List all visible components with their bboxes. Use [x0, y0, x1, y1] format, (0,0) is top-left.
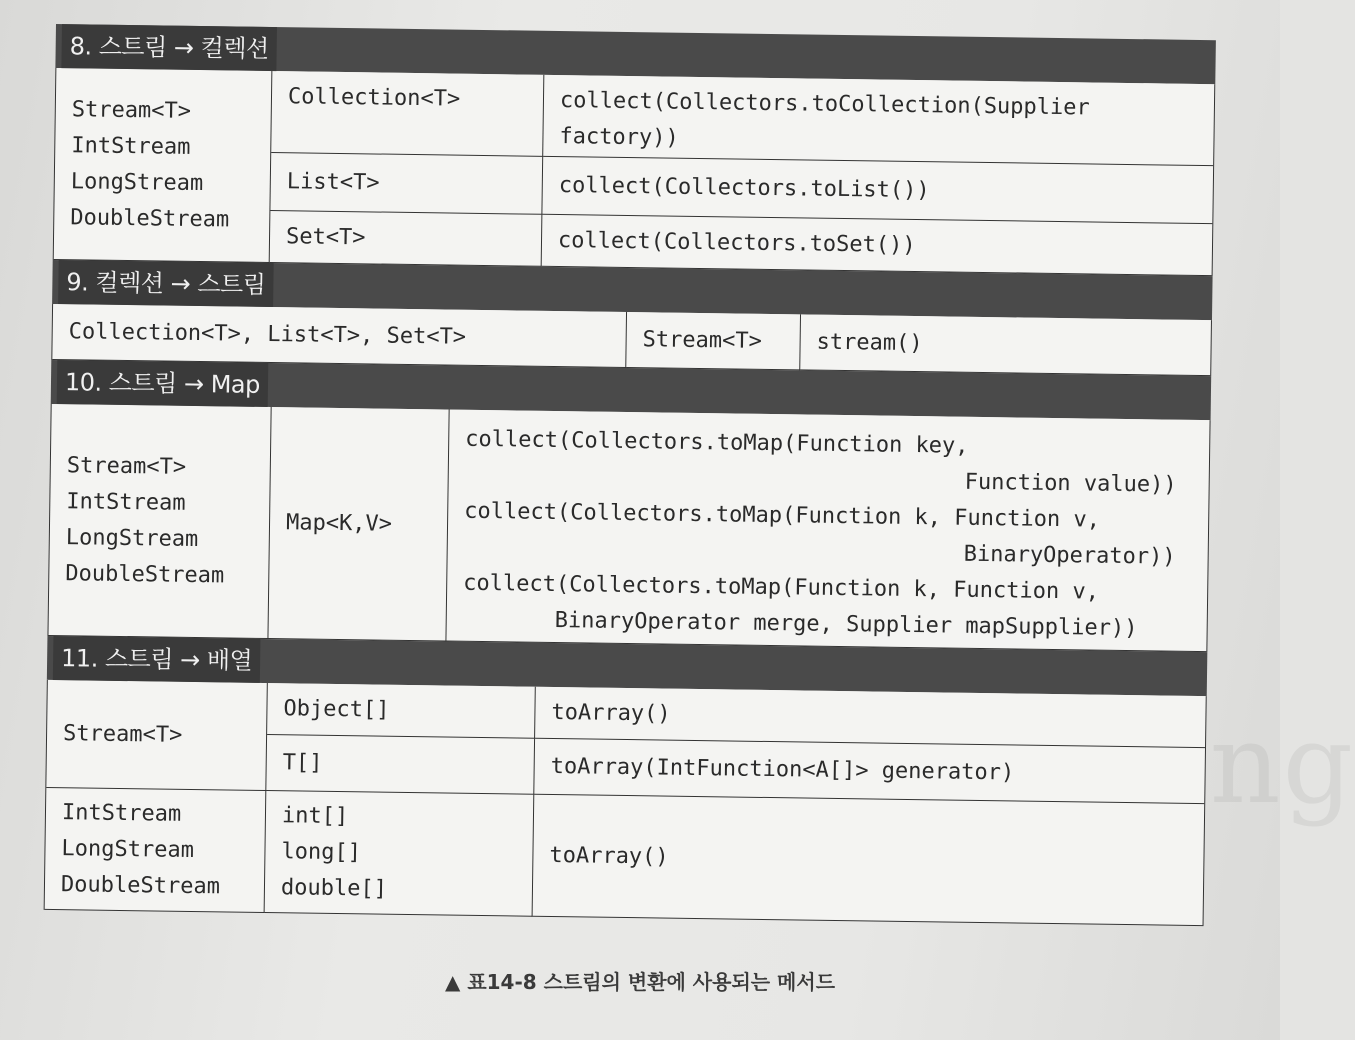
stream-type: LongStream: [65, 524, 199, 552]
section-8-title: 8. 스트림 → 컬렉션: [61, 24, 277, 71]
result-type-cell: List<T>: [270, 153, 543, 215]
method-line: factory)): [559, 124, 679, 151]
result-type-cell: Collection<T>: [271, 71, 544, 157]
table-caption: ▲ 표14-8 스트림의 변환에 사용되는 메서드: [444, 970, 836, 994]
method-cell: [543, 75, 1214, 166]
primitive-array-types: [265, 791, 535, 917]
method-line: collect(Collectors.toMap(Function k, Function v,: [463, 570, 1100, 605]
method-cell: toArray(IntFunction<A[]> generator): [534, 739, 1205, 804]
section-10-stream-types: [48, 404, 271, 639]
result-type-cell: Set<T>: [270, 211, 543, 267]
method-line: collect(Collectors.toMap(Function k, Function v,: [464, 498, 1101, 533]
source-type-cell: Collection<T>, List<T>, Set<T>: [52, 304, 627, 368]
result-type-cell: T[]: [266, 735, 535, 795]
section-11-grid: [44, 680, 1207, 926]
conversion-table: [44, 24, 1216, 926]
stream-type: IntStream: [66, 488, 186, 516]
method-line: Function value)): [964, 469, 1177, 498]
result-type-cell: Map<K,V>: [268, 407, 449, 641]
stream-type: DoubleStream: [60, 871, 221, 899]
section-11-title: 11. 스트림 → 배열: [53, 636, 261, 683]
stream-type: LongStream: [61, 835, 195, 863]
method-cell: [446, 410, 1209, 653]
array-type: double[]: [280, 874, 388, 902]
method-cell: toArray(): [535, 687, 1206, 748]
method-line: collect(Collectors.toCollection(Supplier: [559, 88, 1090, 121]
stream-type: LongStream: [70, 168, 204, 196]
stream-type: Stream<T>: [71, 96, 192, 124]
method-cell: collect(Collectors.toList()): [542, 157, 1213, 224]
section-10-grid: [47, 404, 1210, 652]
stream-type-cell: Stream<T>: [46, 680, 267, 791]
method-cell: collect(Collectors.toSet()): [542, 215, 1213, 276]
stream-type: DoubleStream: [70, 204, 230, 232]
section-8-grid: [53, 68, 1216, 276]
method-cell: stream(): [800, 314, 1211, 376]
section-10-title: 10. 스트림 → Map: [57, 360, 268, 407]
result-type-cell: Stream<T>: [626, 312, 801, 370]
primitive-stream-types: [45, 788, 267, 913]
section-9-title: 9. 컬렉션 → 스트림: [58, 260, 274, 307]
stream-type: IntStream: [71, 132, 191, 160]
stream-type: DoubleStream: [65, 560, 225, 588]
array-type: int[]: [281, 802, 349, 829]
method-line: collect(Collectors.toMap(Function key,: [465, 426, 969, 459]
method-line: BinaryOperator merge, Supplier mapSupplier)): [554, 608, 1138, 642]
method-cell: toArray(): [533, 795, 1205, 926]
stream-type: Stream<T>: [66, 452, 187, 480]
stream-type: IntStream: [61, 799, 182, 827]
section-8-stream-types: [54, 68, 273, 263]
array-type: long[]: [281, 838, 362, 865]
method-line: BinaryOperator)): [963, 541, 1176, 570]
result-type-cell: Object[]: [267, 683, 536, 739]
